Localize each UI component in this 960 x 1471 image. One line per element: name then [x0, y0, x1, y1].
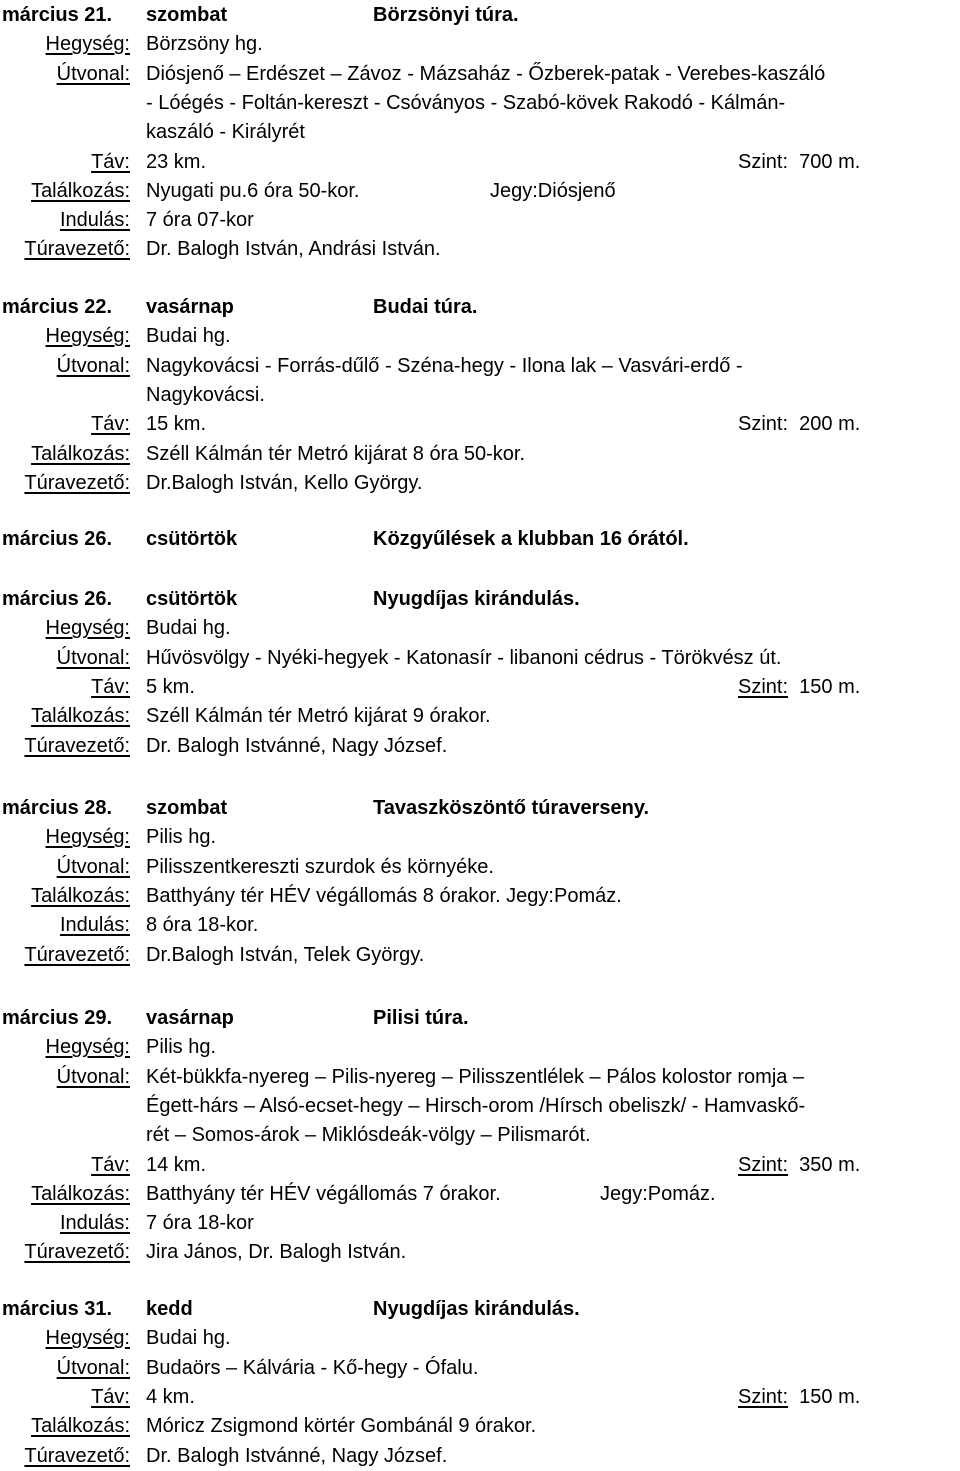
label-indulas: Indulás:	[59, 914, 130, 937]
value-talalkozas: Móricz Zsigmond körtér Gombánál 9 órakor.	[146, 1415, 537, 1438]
szint-label: Szint:	[738, 413, 789, 436]
label-utvonal: Útvonal:	[56, 1065, 130, 1088]
value-talalkozas: Széll Kálmán tér Metró kijárat 9 órakor.	[146, 705, 491, 728]
row-hegyseg	[0, 1032, 960, 1062]
row-indulas	[0, 910, 960, 940]
szint-label: Szint:	[738, 1385, 789, 1408]
row-hegyseg	[0, 1323, 960, 1353]
label-utvonal: Útvonal:	[56, 1356, 130, 1379]
label-utvonal: Útvonal:	[56, 62, 130, 85]
szint-gap	[788, 1386, 799, 1408]
event-day: szombat	[146, 797, 228, 819]
row-talalkozas	[0, 1411, 960, 1441]
event-date: március 22.	[2, 296, 113, 318]
value-utvonal: rét – Somos-árok – Miklósdeák-völgy – Pilismarót.	[146, 1124, 591, 1147]
label-talalkozas: Találkozás:	[31, 179, 130, 202]
value-hegyseg: Budai hg.	[146, 325, 231, 348]
row-utvonal	[0, 59, 960, 89]
row-utvonal-cont	[0, 1120, 960, 1150]
szint-gap	[788, 676, 799, 698]
event-date: március 31.	[2, 1298, 113, 1320]
value-tav: 23 km.	[146, 150, 207, 173]
row-utvonal-cont	[0, 1091, 960, 1121]
szint-label: Szint:	[738, 1153, 789, 1176]
label-indulas: Indulás:	[59, 209, 130, 232]
szint-label: Szint:	[738, 150, 789, 173]
label-tav: Táv:	[91, 1153, 130, 1176]
event-header	[0, 1003, 960, 1033]
label-turavezeto: Túravezető:	[24, 734, 130, 757]
label-turavezeto: Túravezető:	[24, 943, 130, 966]
event-header	[0, 1294, 960, 1324]
label-hegyseg: Hegység:	[45, 617, 130, 640]
label-utvonal: Útvonal:	[56, 354, 130, 377]
row-utvonal-cont	[0, 117, 960, 147]
event-title: Börzsönyi túra.	[373, 4, 519, 26]
row-talalkozas	[0, 1179, 960, 1209]
event-title: Budai túra.	[373, 296, 478, 318]
label-talalkozas: Találkozás:	[31, 1182, 130, 1205]
szint-value: 150 m.	[799, 1385, 861, 1408]
row-talalkozas	[0, 439, 960, 469]
row-utvonal-cont	[0, 88, 960, 118]
value-turavezeto: Dr.Balogh István, Telek György.	[146, 943, 425, 966]
row-indulas	[0, 1208, 960, 1238]
value-hegyseg: Pilis hg.	[146, 826, 217, 849]
label-tav: Táv:	[91, 150, 130, 173]
row-hegyseg	[0, 321, 960, 351]
row-utvonal	[0, 1062, 960, 1092]
value-indulas: 8 óra 18-kor.	[146, 914, 259, 937]
label-tav: Táv:	[91, 1385, 130, 1408]
szint-gap	[788, 151, 799, 173]
row-talalkozas	[0, 176, 960, 206]
row-talalkozas	[0, 881, 960, 911]
row-utvonal	[0, 351, 960, 381]
szint-info	[738, 1150, 860, 1180]
label-tav: Táv:	[91, 413, 130, 436]
value-turavezeto: Jira János, Dr. Balogh István.	[146, 1241, 407, 1264]
value-turavezeto: Dr. Balogh Istvánné, Nagy József.	[146, 1444, 448, 1467]
event-day: vasárnap	[146, 1007, 234, 1029]
value-talalkozas: Széll Kálmán tér Metró kijárat 8 óra 50-kor.	[146, 442, 526, 465]
row-turavezeto	[0, 731, 960, 761]
value-talalkozas: Nyugati pu.6 óra 50-kor.	[146, 179, 360, 202]
value-hegyseg: Budai hg.	[146, 1327, 231, 1350]
label-hegyseg: Hegység:	[45, 826, 130, 849]
row-utvonal	[0, 643, 960, 673]
row-tav	[0, 409, 960, 439]
label-indulas: Indulás:	[59, 1212, 130, 1235]
value-tav: 14 km.	[146, 1153, 207, 1176]
value-indulas: 7 óra 18-kor	[146, 1212, 254, 1235]
label-talalkozas: Találkozás:	[31, 884, 130, 907]
label-talalkozas: Találkozás:	[31, 705, 130, 728]
szint-info	[738, 672, 860, 702]
row-hegyseg	[0, 29, 960, 59]
value-turavezeto: Dr. Balogh István, Andrási István.	[146, 238, 441, 261]
label-talalkozas: Találkozás:	[31, 442, 130, 465]
szint-info	[738, 409, 860, 439]
event-title: Közgyűlések a klubban 16 órától.	[373, 528, 689, 550]
event-header	[0, 524, 960, 554]
value-talalkozas: Batthyány tér HÉV végállomás 7 órakor.	[146, 1182, 501, 1205]
row-tav	[0, 1382, 960, 1412]
label-tav: Táv:	[91, 675, 130, 698]
value-utvonal: Égett-hárs – Alsó-ecset-hegy – Hirsch-orom /Hírsch obeliszk/ - Hamvaskő-	[146, 1094, 806, 1117]
row-hegyseg	[0, 613, 960, 643]
event-day: csütörtök	[146, 588, 238, 610]
label-turavezeto: Túravezető:	[24, 1444, 130, 1467]
value-utvonal: Pilisszentkereszti szurdok és környéke.	[146, 855, 494, 878]
event-header	[0, 793, 960, 823]
event-date: március 26.	[2, 588, 113, 610]
row-talalkozas	[0, 701, 960, 731]
event-header	[0, 0, 960, 30]
event-date: március 26.	[2, 528, 113, 550]
szint-info	[738, 1382, 860, 1412]
ticket-info: Jegy:Pomáz.	[600, 1182, 716, 1205]
value-utvonal: Két-bükkfa-nyereg – Pilis-nyereg – Pilisszentlélek – Pálos kolostor romja –	[146, 1065, 805, 1088]
label-hegyseg: Hegység:	[45, 1036, 130, 1059]
ticket-info: Jegy:Diósjenő	[490, 179, 616, 202]
value-utvonal: - Lóégés - Foltán-kereszt - Csóványos - Szabó-kövek Rakodó - Kálmán-	[146, 91, 786, 114]
szint-value: 150 m.	[799, 675, 861, 698]
event-day: szombat	[146, 4, 228, 26]
row-turavezeto	[0, 468, 960, 498]
label-utvonal: Útvonal:	[56, 855, 130, 878]
row-hegyseg	[0, 822, 960, 852]
value-hegyseg: Pilis hg.	[146, 1036, 217, 1059]
value-tav: 5 km.	[146, 675, 195, 698]
value-utvonal: Diósjenő – Erdészet – Závoz - Mázsaház - Őzberek-patak - Verebes-kaszáló	[146, 62, 826, 85]
row-utvonal	[0, 1353, 960, 1383]
value-turavezeto: Dr.Balogh István, Kello György.	[146, 471, 423, 494]
event-date: március 21.	[2, 4, 113, 26]
value-tav: 4 km.	[146, 1385, 195, 1408]
value-hegyseg: Budai hg.	[146, 617, 231, 640]
event-title: Pilisi túra.	[373, 1007, 469, 1029]
szint-gap	[788, 413, 799, 435]
event-header	[0, 292, 960, 322]
szint-label: Szint:	[738, 675, 789, 698]
label-turavezeto: Túravezető:	[24, 1241, 130, 1264]
row-utvonal	[0, 852, 960, 882]
szint-value: 200 m.	[799, 413, 861, 436]
row-turavezeto	[0, 1237, 960, 1267]
event-title: Nyugdíjas kirándulás.	[373, 1298, 580, 1320]
szint-gap	[788, 1154, 799, 1176]
label-hegyseg: Hegység:	[45, 1327, 130, 1350]
event-date: március 28.	[2, 797, 113, 819]
value-turavezeto: Dr. Balogh Istvánné, Nagy József.	[146, 734, 448, 757]
value-utvonal: Budaörs – Kálvária - Kő-hegy - Ófalu.	[146, 1356, 479, 1379]
event-date: március 29.	[2, 1007, 113, 1029]
szint-value: 350 m.	[799, 1153, 861, 1176]
event-day: vasárnap	[146, 296, 234, 318]
row-tav	[0, 1150, 960, 1180]
row-turavezeto	[0, 940, 960, 970]
szint-value: 700 m.	[799, 150, 861, 173]
label-hegyseg: Hegység:	[45, 325, 130, 348]
row-tav	[0, 672, 960, 702]
row-tav	[0, 147, 960, 177]
value-hegyseg: Börzsöny hg.	[146, 33, 263, 56]
event-title: Tavaszköszöntő túraverseny.	[373, 797, 650, 819]
row-turavezeto	[0, 1441, 960, 1471]
value-utvonal: Nagykovácsi.	[146, 383, 265, 406]
event-header	[0, 584, 960, 614]
row-utvonal-cont	[0, 380, 960, 410]
label-turavezeto: Túravezető:	[24, 471, 130, 494]
label-talalkozas: Találkozás:	[31, 1415, 130, 1438]
event-day: csütörtök	[146, 528, 238, 550]
label-turavezeto: Túravezető:	[24, 238, 130, 261]
value-utvonal: Hűvösvölgy - Nyéki-hegyek - Katonasír - libanoni cédrus - Törökvész út.	[146, 646, 782, 669]
row-turavezeto	[0, 234, 960, 264]
szint-info	[738, 147, 860, 177]
value-utvonal: kaszáló - Királyrét	[146, 121, 305, 144]
event-title: Nyugdíjas kirándulás.	[373, 588, 580, 610]
value-utvonal: Nagykovácsi - Forrás-dűlő - Széna-hegy - Ilona lak – Vasvári-erdő -	[146, 354, 743, 377]
value-tav: 15 km.	[146, 413, 207, 436]
value-talalkozas: Batthyány tér HÉV végállomás 8 órakor. Jegy:Pomáz.	[146, 884, 622, 907]
row-indulas	[0, 205, 960, 235]
event-day: kedd	[146, 1298, 193, 1320]
label-hegyseg: Hegység:	[45, 33, 130, 56]
value-indulas: 7 óra 07-kor	[146, 209, 254, 232]
label-utvonal: Útvonal:	[56, 646, 130, 669]
